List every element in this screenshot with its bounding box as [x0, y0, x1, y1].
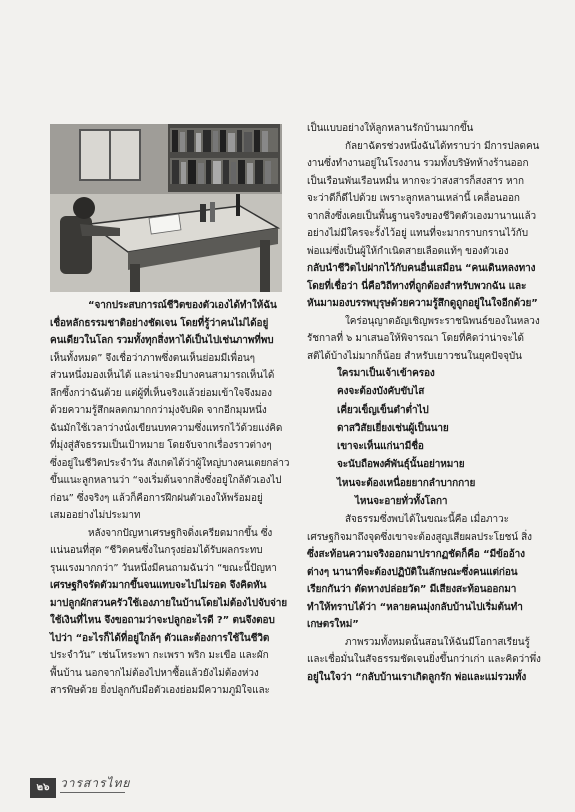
paragraph-line: พ่อแม่ซึ่งเป็นผู้ให้กำเนิดสายเลือดแท้ๆ ของตัวเอง — [307, 245, 509, 257]
paragraph-line: รัชกาลที่ ๖ มาเสนอให้พิจารณา โดยที่คิดว่าน่าจะได้ — [307, 333, 524, 344]
paragraph-line: ลึกซึ้งกว่าฉันด้วย แต่ผู้ที่เห็นจริงแล้วย่อมเข้าใจจึงมอง — [50, 387, 272, 399]
paragraph-line: ซึ่งสะท้อนความจริงออกมาปรากฏชัดก็คือ “มีข้ออ้าง — [307, 549, 525, 561]
window — [80, 130, 140, 180]
bookshelf — [168, 124, 280, 192]
paragraph-line: ก่อน” ซึ่งจริงๆ แล้วก็คือการฝึกฝนตัวเองให้พร้อมอยู่ — [50, 492, 263, 504]
paragraph-line: โดยที่เชื่อว่า นี่คือวิถีทางที่ถูกต้องสำหรับพวกฉัน และ — [307, 280, 527, 292]
paragraph-line: ขึ้นแนะลูกหลานว่า “จงเริ่มต้นจากสิ่งซึ่งอยู่ใกล้ตัวเองไป — [50, 475, 282, 486]
poem-line: ดาสวิสัยเยี่ยงเช่นผู้เป็นนาย — [337, 422, 449, 434]
paragraph-line: กัลยาฉัตรช่วงหนึ่งฉันได้ทราบว่า มีการปลดคน — [345, 140, 540, 152]
paragraph-line: เศรษฐกิจมาถึงจุดซึ่งเขาจะต้องสูญเสียผลประโยชน์ สิ่ง — [307, 531, 532, 543]
paragraph-line: เห็นทั้งหมด” จึงเชื่อว่าภาพซึ่งตนเห็นย่อมมีเพื่อนๆ — [50, 352, 255, 364]
illustration-study-room — [50, 124, 282, 292]
paragraph-line: เศรษฐกิจรัดตัวมากขึ้นจนแทบจะไปไม่รอด จึงคิดหัน — [50, 580, 267, 591]
paragraph-line: เป็นเรือนพันเรือนหมื่น หากจะว่าสงสารก็สงสาร หาก — [307, 175, 524, 187]
poem-line: ใครมาเป็นเจ้าเข้าครอง — [337, 368, 435, 379]
paragraph-line: เชื่อหลักธรรมชาติอย่างชัดเจน โดยที่รู้ว่าคนไม่ได้อยู่ — [50, 317, 269, 329]
paragraph-line: ไปว่า “อะไรก็ได้ที่อยู่ใกล้ๆ ตัวและต้องการใช้ในชีวิต — [50, 632, 270, 644]
paragraph-line: สารพิษด้วย ยิ่งปลูกกับมือตัวเองย่อมมีความภูมิใจและ — [50, 685, 270, 696]
page-number: ๒๖ — [30, 778, 56, 798]
paragraph-line: เป็นแบบอย่างให้ลูกหลานรักบ้านมากขึ้น — [307, 123, 474, 134]
paragraph-line: ทำให้ทราบได้ว่า “หลายคนมุ่งกลับบ้านไปเริ่มต้นทำ — [307, 601, 523, 613]
paragraph-line: ฉันมักใช้เวลาว่างนั่งเขียนบทความซึ่งแทรกไว้ด้วยแง่คิด — [50, 422, 283, 434]
paragraph-line: มาปลูกผักสวนครัวใช้เองภายในบ้านโดยไม่ต้องไปจับจ่าย — [50, 597, 287, 609]
page-footer — [30, 772, 131, 800]
paragraph-line: งานซึ่งทำงานอยู่ในโรงงาน รวมทั้งบริษัทห้างร้านออก — [307, 158, 529, 169]
paragraph-line: ที่มุ่งสู่สัจธรรมเป็นเป้าหมาย โดยจับจากเรื่องราวต่างๆ — [50, 440, 272, 451]
paragraph-line: ส่วนหนึ่งมองเห็นได้ และน่าจะมีบางคนสามารถเห็นได้ — [50, 370, 275, 381]
paragraph-line: และเชื่อมั่นในสัจธรรมชัดเจนยิ่งขึ้นกว่าเก่า และคิดว่าพึ่ง — [307, 654, 541, 666]
paragraph-line: จากสิ่งซึ่งเคยเป็นพื้นฐานจริงของชีวิตตัวเองมานานแล้ว — [307, 210, 536, 222]
paragraph-line: อย่างไม่มีใครจะรั้งไว้อยู่ แทนที่จะมากราบกรานไว้กับ — [307, 228, 529, 239]
right-text-column — [307, 120, 543, 686]
paragraph-line: ต่างๆ นานาที่จะต้องปฏิบัติในลักษณะซึ่งคนแต่ก่อน — [307, 566, 518, 578]
poem-line: เคี่ยวเข็ญเข็นตำต่ำไป — [337, 404, 429, 416]
paragraph-line: หลังจากปัญหาเศรษฐกิจดิ่งเครียดมากขึ้น ซึ่ง — [88, 527, 273, 539]
paragraph-line: หันมามองบรรพบุรุษด้วยความรู้สึกดูถูกอยู่ในใจอีกด้วย” — [307, 298, 538, 309]
paragraph-line: จะว่าดีก็ดีไปด้วย เพราะลูกหลานเหล่านี้ เคลื่อนออก — [307, 193, 520, 204]
poem-line: คงจะต้องบังคับขับไส — [337, 386, 425, 398]
paragraph-line: คนเดียวในโลก รวมทั้งทุกสิ่งหาได้เป็นไปเช่นภาพที่พบ — [50, 335, 274, 346]
footer-divider — [60, 792, 125, 793]
paragraph-line: ใช้เงินที่ไหน จึงขอถามว่าจะปลูกอะไรดี ?” ตนจึงตอบ — [50, 615, 275, 626]
paragraph-line: “จากประสบการณ์ชีวิตของตัวเองได้ทำให้ฉัน — [88, 300, 277, 311]
royal-poem — [307, 365, 543, 511]
paragraph-line: ซึ่งอยู่ในชีวิตประจำวัน สังเกตได้ว่าผู้ใหญ่บางคนเตยกล่าว — [50, 457, 290, 469]
paragraph-line: แน่นอนที่สุด “ชีวิตคนซึ่งในกรุงย่อมได้รับผลกระทบ — [50, 545, 263, 556]
paragraph-line: รุนแรงมากกว่า” วันหนึ่งมีคนถามฉันว่า “ขณะนี้ปัญหา — [50, 562, 277, 574]
poem-line: ไหนจะต้องเหนื่อยยากลำบากกาย — [337, 477, 476, 489]
paragraph-line: สติได้บ้างไม่มากก็น้อย สำหรับเยาวชนในยุคปัจจุบัน — [307, 350, 522, 362]
paragraph-line: เสมออย่างไม่ประมาท — [50, 510, 141, 521]
paragraph-line: ประจำวัน” เช่นโหระพา กะเพรา พริก มะเขือ และผัก — [50, 650, 269, 661]
paragraph-line: อยู่ในใจว่า “กลับบ้านเราเกิดลูกรัก พ่อและแม่รวมทั้ง — [307, 671, 527, 683]
paragraph-line: ใคร่อนุญาตอัญเชิญพระราชนิพนธ์ของในหลวง — [345, 315, 540, 327]
poem-line: เขาจะเห็นแก่นามีชื่อ — [337, 441, 424, 453]
poem-line: ไหนจะอายทั่วทั้งโลกา — [355, 496, 448, 508]
poem-line: จะนับถือพงศ์พันธุ์นั้นอย่าหมาย — [337, 459, 465, 471]
paragraph-line: ด้วยความรู้สึกผลตกมากกว่ามุ่งจับผิด จากอีกมุมหนึ่ง — [50, 405, 267, 416]
study-scene-drawing — [50, 124, 282, 292]
left-text-column — [50, 297, 290, 700]
paragraph-line: เกษตรใหม่” — [307, 619, 359, 631]
magazine-name: วารสารไทย — [60, 776, 131, 790]
paragraph-line: ภาพรวมทั้งหมดนั้นสอนให้ฉันมีโอกาสเรียนรู้ — [345, 636, 530, 648]
paragraph-line: เรียกกันว่า ตัดหางปล่อยวัด” มีเสียงสะท้อนออกมา — [307, 584, 517, 596]
paragraph-line: กลับนำชีวิตไปฝากไว้กับคนอื่นเสมือน “คนเดินหลงทาง — [307, 263, 536, 274]
paragraph-line: พื้นบ้าน นอกจากไม่ต้องไปหาซื้อแล้วยังไม่ต้องห่วง — [50, 667, 259, 679]
paragraph-line: สัจธรรมซึ่งพบได้ในขณะนี้คือ เมื่อภาวะ — [345, 514, 509, 526]
